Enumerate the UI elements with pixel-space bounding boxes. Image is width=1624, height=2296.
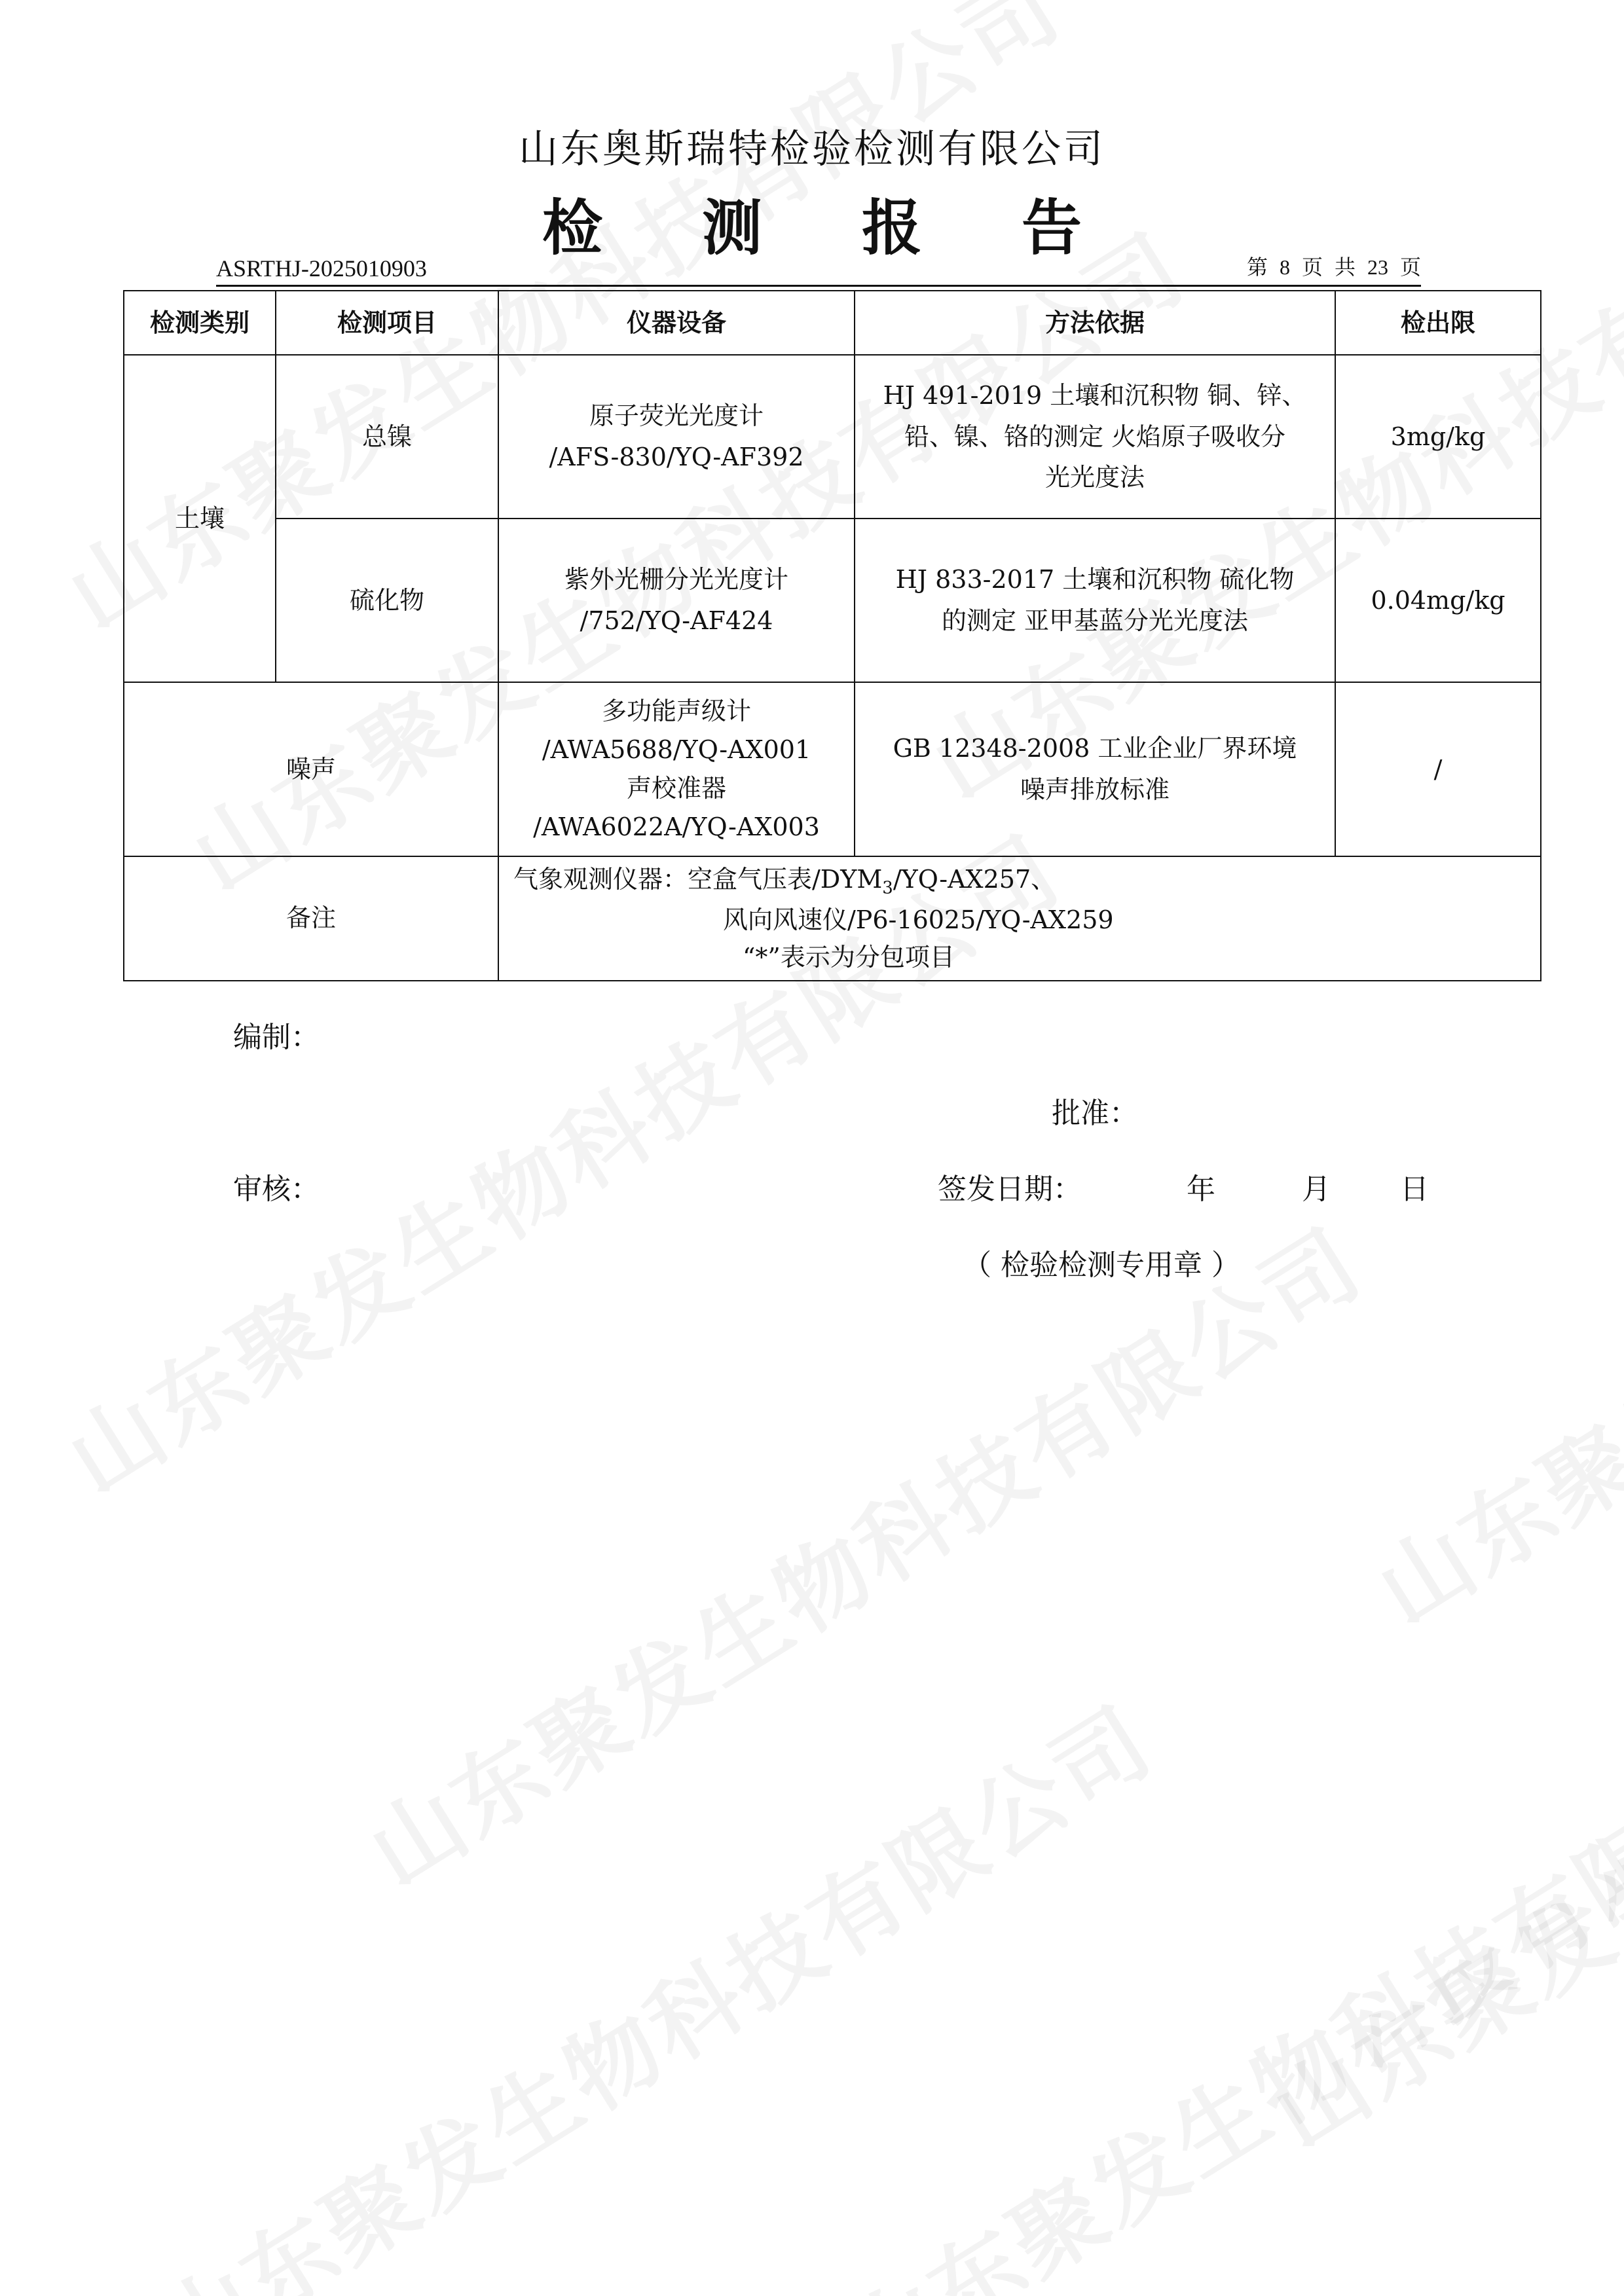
limit-cell: / [1335,682,1541,856]
header-instrument: 仪器设备 [498,291,855,355]
table-row [124,355,1541,519]
category-cell: 噪声 [124,682,498,856]
instrument-cell [498,519,855,682]
year-label: 年 [1187,1173,1215,1206]
header-limit: 检出限 [1335,291,1541,355]
day-label: 日 [1400,1173,1429,1206]
instrument-line: /AWA5688/YQ-AX001 [542,735,811,765]
remark-line [513,861,1540,902]
instrument-line: 原子荧光光度计 [589,401,764,431]
company-name: 山东奥斯瑞特检验检测有限公司 [519,126,1105,172]
method-line: 的测定 亚甲基蓝分光光度法 [941,606,1249,635]
header-category: 检测类别 [124,291,276,355]
test-info-table [123,290,1541,981]
instrument-line: 声校准器 [626,774,726,803]
remark-content [498,856,1541,981]
limit-cell: 3mg/kg [1335,355,1541,519]
table-row [124,519,1541,682]
limit-cell: 0.04mg/kg [1335,519,1541,682]
remark-subscript: 3 [882,878,893,898]
method-line: HJ 491-2019 土壤和沉积物 铜、锌、 [883,380,1307,410]
header-item: 检测项目 [276,291,498,355]
method-line: 噪声排放标准 [1020,775,1170,804]
instrument-cell [498,355,855,519]
item-cell: 硫化物 [276,519,498,682]
table-header-row [124,291,1541,355]
item-cell: 总镍 [276,355,498,519]
table-row [124,682,1541,856]
report-number: ASRTHJ-2025010903 [216,255,427,282]
instrument-line: 多功能声级计 [601,697,751,726]
remark-label: 备注 [124,856,498,981]
header-method: 方法依据 [855,291,1335,355]
method-line: GB 12348-2008 工业企业厂界环境 [893,734,1297,763]
method-cell [855,519,1335,682]
method-cell [855,355,1335,519]
report-meta-row [216,252,1421,287]
remark-line: 风向风速仪/P6-16025/YQ-AX259 [723,905,1114,934]
instrument-line: /752/YQ-AF424 [580,606,773,635]
compiled-by-label: 编制： [233,1021,320,1054]
page-info: 第 8 页 共 23 页 [1246,255,1421,279]
month-label: 月 [1302,1173,1331,1206]
instrument-line: 紫外光栅分光光度计 [564,565,788,594]
method-line: 铅、镍、铬的测定 火焰原子吸收分 [904,422,1286,451]
reviewed-by-label: 审核： [233,1173,320,1206]
remark-text: 气象观测仪器：空盒气压表/DYM [513,865,883,894]
remark-line: “*”表示为分包项目 [743,942,955,972]
seal-label: （ 检验检测专用章 ） [963,1248,1240,1282]
category-cell: 土壤 [124,355,276,682]
method-cell [855,682,1335,856]
remark-text: /YQ-AX257、 [893,865,1056,894]
method-line: 光光度法 [1044,463,1145,492]
remark-row [124,856,1541,981]
instrument-line: /AFS-830/YQ-AF392 [549,443,804,471]
instrument-cell [498,682,855,856]
instrument-line: /AWA6022A/YQ-AX003 [533,812,820,841]
method-line: HJ 833-2017 土壤和沉积物 硫化物 [895,565,1295,594]
approved-by-label: 批准： [1052,1097,1138,1130]
report-title: 检 测 报 告 [542,193,1122,263]
issue-date-label: 签发日期： [938,1173,1082,1206]
